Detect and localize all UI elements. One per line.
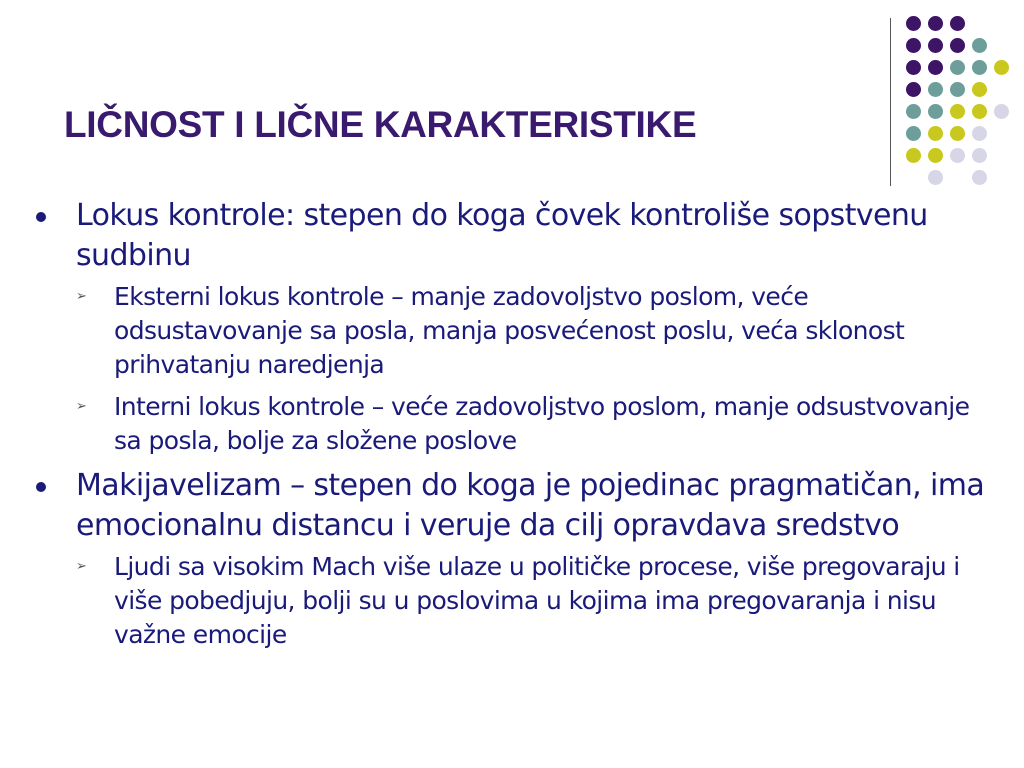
decorative-dot — [972, 170, 987, 185]
decorative-dot — [994, 104, 1009, 119]
decorative-dot — [950, 126, 965, 141]
decorative-dot — [928, 104, 943, 119]
bullet-text: Lokus kontrole: stepen do koga čovek kontroliše sopstvenu sudbinu — [76, 198, 928, 273]
decorative-dot — [906, 126, 921, 141]
slide-body — [36, 196, 986, 660]
decorative-dot — [972, 126, 987, 141]
decorative-dot — [928, 126, 943, 141]
bullet-text: Makijavelizam – stepen do koga je pojedinac pragmatičan, ima emocionalnu distancu i veruje da cilj opravdava sredstvo — [76, 468, 985, 543]
decorative-dot — [972, 82, 987, 97]
decorative-dot — [950, 104, 965, 119]
sub-bullet-item — [36, 550, 986, 652]
decorative-dot — [972, 38, 987, 53]
decorative-dot — [928, 82, 943, 97]
decorative-dot — [906, 104, 921, 119]
bullet-dot-icon — [36, 482, 46, 492]
decorative-dot — [928, 16, 943, 31]
decorative-dot — [906, 38, 921, 53]
decorative-dot — [906, 60, 921, 75]
decorative-dot-grid — [0, 0, 1024, 200]
sub-bullet-text: Eksterni lokus kontrole – manje zadovoljstvo poslom, veće odsustavovanje sa posla, manja posvećenost poslu, veća sklonost prihvatanju naredjenja — [114, 282, 905, 379]
arrow-bullet-icon: ➢ — [76, 399, 87, 414]
sub-bullet-text: Ljudi sa visokim Mach više ulaze u političke procese, više pregovaraju i više pobedjuju, bolji su u poslovima u kojima ima pregovaranja i nisu važne emocije — [114, 552, 960, 649]
decorative-dot — [928, 38, 943, 53]
bullet-item — [36, 196, 986, 276]
decorative-dot — [906, 82, 921, 97]
decorative-dot — [950, 82, 965, 97]
title-divider — [890, 18, 891, 186]
decorative-dot — [906, 148, 921, 163]
decorative-dot — [972, 60, 987, 75]
decorative-dot — [994, 60, 1009, 75]
sub-bullet-text: Interni lokus kontrole – veće zadovoljstvo poslom, manje odsustvovanje sa posla, bolje za složene poslove — [114, 392, 970, 455]
decorative-dot — [950, 60, 965, 75]
decorative-dot — [950, 148, 965, 163]
sub-bullet-item — [36, 390, 986, 458]
bullet-item — [36, 466, 986, 546]
decorative-dot — [972, 148, 987, 163]
decorative-dot — [928, 148, 943, 163]
bullet-dot-icon — [36, 212, 46, 222]
arrow-bullet-icon: ➢ — [76, 559, 87, 574]
decorative-dot — [950, 38, 965, 53]
decorative-dot — [950, 16, 965, 31]
decorative-dot — [928, 170, 943, 185]
decorative-dot — [972, 104, 987, 119]
decorative-dot — [928, 60, 943, 75]
sub-bullet-item — [36, 280, 986, 382]
decorative-dot — [906, 16, 921, 31]
arrow-bullet-icon: ➢ — [76, 289, 87, 304]
slide-title: LIČNOST I LIČNE KARAKTERISTIKE — [64, 104, 697, 145]
